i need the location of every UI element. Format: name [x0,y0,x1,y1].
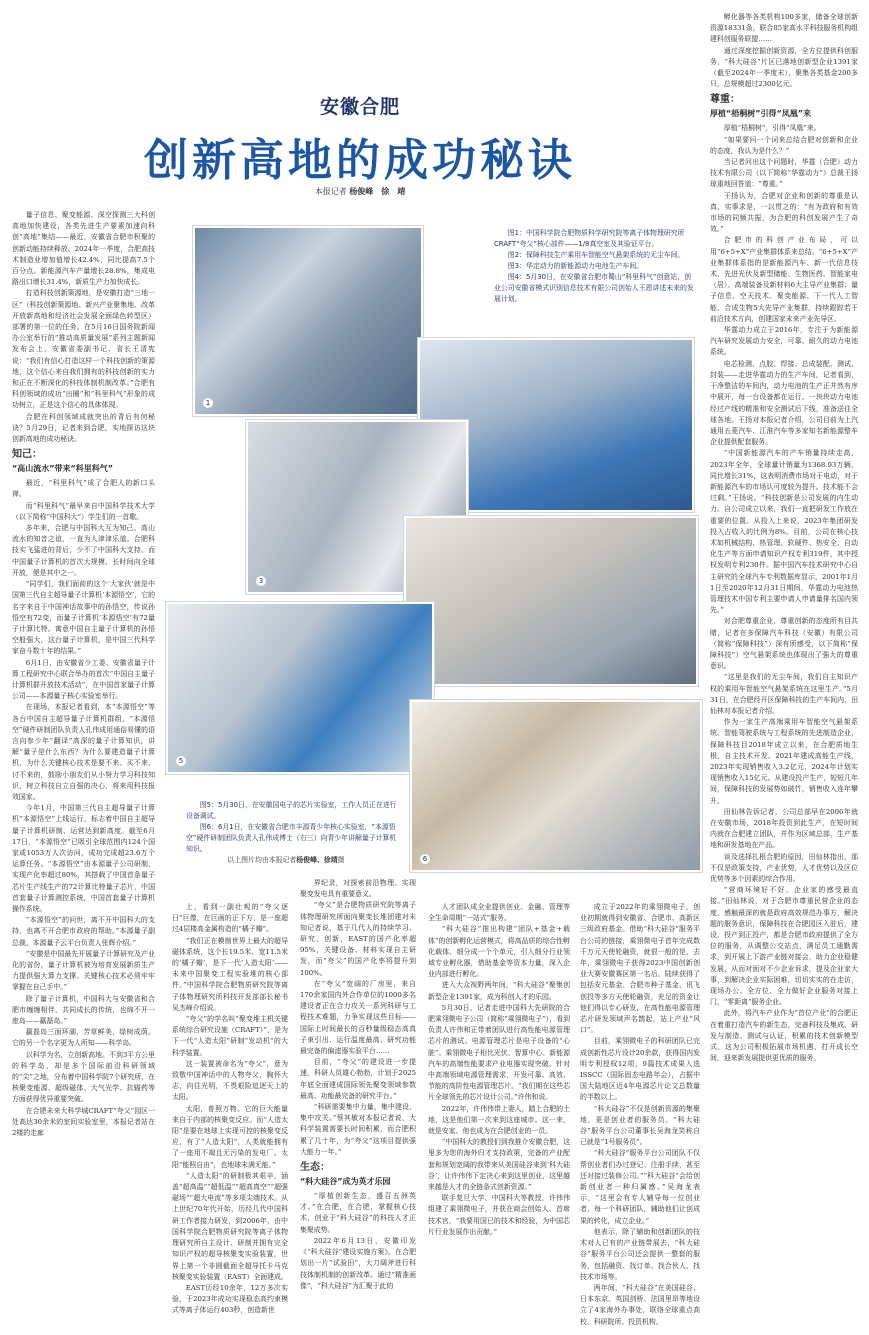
body-paragraph: “这里是我们的无尘车间，我们自主知识产权的乘用车智能空气悬架系统在这里生产。”5月31日，在合肥经开区保障科技的生产车间内，田仙林对本报记者介绍。 [710,673,858,715]
body-paragraph: 目前，乘翎微电子的科研团队已完成创新性芯片设计20余款，获得国内发明专利授权12项，9篇技术成果入选ISSCC（国际固态电路年会），占据中国大陆地区近4年电源芯片论文总数量的半数以上。 [580,1037,700,1102]
body-paragraph: 通过深度挖掘创新资源，全方位提供科创服务，“科大硅谷”片区已落地创新型企业1391家（截至2024年一季度末），聚集各类基金200多只，总规模超过2300亿元。 [710,46,858,89]
body-paragraph: 两年间，“科大硅谷”在美国硅谷、日本东京、英国剑桥、法国里昂等地设立了4家海外办事处，联络全球重点高校、科研院所、投资机构、 [580,1283,700,1326]
body-paragraph: 当记者问出这个问题时，华霆（合肥）动力技术有限公司（以下简称“华霆动力”）总裁王扬琼重地回答道：“尊重。” [710,158,858,189]
byline-prefix: 本报记者 [314,187,347,196]
credit-suffix: 摄 [337,856,345,864]
body-paragraph: 除了量子计算机，中国科大与安徽省和合肥市缠缠相伴，共同成长的传统，也绵不开一座岛——赢磊岛。” [12,994,155,1026]
credit-names: 杨俊峰、徐靖 [296,856,338,864]
photo-number-marker: 1 [203,398,213,408]
body-column-3 [300,878,416,1328]
body-paragraph: “厚植创新生态，盛召五洲英才。”在合肥，在合肥，掌握核心技术，创业于“科大硅谷”的科技人才正集聚成势。 [300,1192,416,1234]
body-paragraph: “我们正在模制世界上最大的超导磁体系统，这个长19.5米、宽11.5米的‘橘子瓣’，是下一代‘人造太阳’——未来中国聚变工程实验堆的核心部件。”中国科学院合肥物质研究院等离子体物理研究所科技开发部部长秘书吴杰峰介绍说。 [172,936,288,1012]
body-paragraph: 此外，将汽车产业作为“首位产业”的合肥正在着重打造汽车的新生态，完善科技及集成、研发与制造、测试与认证，积累的技术创新模型式、这为公司积极拓展市场机遇、打开成长空间，迎来新发展提供更优质的服务。 [710,1009,858,1063]
body-paragraph: 谈及选择扎根合肥的原因，田仙林指出，那不仅是政策支持，产业优势，人才优势以及区位优势等多个因素的综合作用。 [710,852,858,884]
byline-names: 杨俊峰 徐 靖 [349,187,406,196]
photo-caption-lower [186,800,398,866]
body-paragraph: 5月30日，记者走进中国科大先研院的合肥乘翎微电子公司（简称“乘翎微电子”），看到负责人许伟和正带着团队进行高性能电源管理芯片的测试。电源管理芯片是电子设备的“心脏”。乘翎微电子相比光伏、智算中心、新能源汽车的高端性能要求产业电器实现突破。针对中高端领域电源管理需求，开发可靠、高效、节能的高阶性电源管理芯片。“我们期在这些芯片全球领先的芯片设计公司。”许伟和说。 [428,1003,570,1102]
body-paragraph: 太阳，普照万物。它的巨大能量来自于内部的核聚变反应。而“人造太阳”是要在地球上实现可控的核聚变反应，有了“人造太阳”，人类就能拥有了一座用不竭且无污染的发电厂。太阳“能照自由”，也地球未满无能。” [172,1104,288,1169]
body-paragraph: 在现场，本报记者看到，本“本源悟空”等各台中国自主超导量子计算机群组，“本源悟空”硬件研制团队负责人孔伟成用通俗易懂的语言向参少年“翻译”高深的量子计算知识，讲解“量子是什么东西？为什么要建造量子计算机，为什么关键核心技术是要不来、买不来、讨不来的，鼓励小朋友们从小努力学习科技知识，树立科技自立自强的决心，将来用科技报效国家。 [12,703,155,801]
body-paragraph: 赢磊岛三面环湖，芳草鲜美，绿树成荫。它的另一个名字更为人所知——科学岛。 [12,1028,155,1048]
body-paragraph: “中国新能源汽车的产车销量持续走高，2023年全年，全球量计销量为1368.93万辆，同比增长31%，这表明消费市场对于电动，对于新能源汽车的市场认可度较为提升。技术能不会过剩。”王扬说。“科技创新是公司发展的内生动力。自公司成立以来，我们一直把研发工作放在重要的位置。从投入上来说，2023年集团研发投入占收入的比例为8%。目前，公司在核心技术如机械结构、热管理、软硬件、热安全、自动化生产等方面申请知识产权专利319件，其中授权发明专利230件。据中国汽车技术研究中心自主研究的全球汽车专利数据库显示，2001年1月1日至2020年12月31日期间，华霆动力电池热管理技术中国专利主要申请人申请量排名国内领先。” [710,449,858,615]
photo-6-quantum-students [410,700,702,872]
body-paragraph: 他表示，除了辅助和创新团队的技术对人已有的产业链带展去，“科大硅谷”服务平台公司还会提供一整套的服务，包括融资、找订单、找合伙人、找技术市场等。 [580,1227,700,1281]
body-paragraph: 联手复旦大学、中国科大等教授，许伟伟组建了乘翎微电子，并获在商会创始人、首席技术官，“我要用国已的技术和经验，为中国芯片行业发展作出贡献。” [428,1194,570,1236]
body-paragraph: 界纪录，对探索前沿物理、实现聚变发电具有重要意义。 [300,879,416,899]
caption-line: 图2：保障科技生产乘用车智能空气悬架系统的无尘车间。 [507,251,685,259]
body-paragraph: 今年1月，中国第三代自主超导量子计算机“本源悟空”上线运行，标志着中国自主超导量子计算机研制、运营达到新高度。截至6月17日，“本源悟空”已吸引全球范围内124个国家或1053万人次访问，成功完成超23.6万个运算任务。“本源悟空”由本源量子公司研制，实现产化率超过80%，其搭载了中国首条量子芯片生产线生产的72计算比特量子芯片，中国首套量子计算测控系统，中国首套量子计算机操作系统。 [12,804,155,913]
body-paragraph: “科大硅谷”不仅是创新资源的集聚地，更是创业者的服务员。“科大硅谷”服务平台公司董事长吴海龙笑称自己就是“1号服务员”。 [580,1104,700,1147]
caption-line: 图4：5月30日，在安徽省合肥市蜀山“科里科气”创意站，创业公司安徽省模式识别信息技术有限公司创始人王恩讲述未来的发展计划。 [494,273,694,303]
body-paragraph: 田仙林告诉记者，公司总部早在2006年就在安徽市场，2018年投资到此生产，在短时间内就在合肥建立团队，并作为区域总部，生产基地和研发基地在产品。 [710,807,858,850]
body-paragraph: “安徽是中国最先开展量子计算研究及产业化的省份，量子计算机被为培育发展新质生产力提供强大算力支撑。关键核心技术必须牢牢掌握在自己手中。” [12,949,155,992]
body-paragraph: “如果要问一个词来总结合肥对创新和企业的态度，我认为是什么？” [710,135,858,155]
body-paragraph: 打造科技创新策源地，是安徽打造“三地一区”（科技创新策源地、新兴产业聚集地、改革开放新高地和经济社会发展全面绿色转型区）部署的第一位的任务。在5月16日国务院新闻办公室举行的“推动高质量发展”系列主题新闻发布会上，安徽省委副书记、省长王清宪说：“我们有信心打造这样一个科技创新的策源地，这个信心来自我们拥有的科技创新的实力和正在不断深化的科技体制机制改革。”合肥有科创领域的成功“出圈”和“科里科气”形象的成功树立，正是这个信心的具体体现。 [12,289,155,410]
photo-1-fusion-component [193,226,423,416]
body-paragraph: “科大硅谷”推出构建“团队+基金+载体”的创新孵化运营模式，将高品质的综合性孵化载体、细分成一个个单元，引入细分行业领域专业孵化器，借助基金等资本力量，深入企业内部进行孵化。 [428,925,570,979]
section-heading: 生态： [300,1162,330,1174]
body-paragraph: “夸父”的学名叫“聚变堆主机关键系统综合研究设施（CRAFT）”，是为下一代“人造太阳”研制“发动机”的大科学装置。 [172,1015,288,1057]
body-paragraph: 多年来，合肥与中国科大互为知己、高山流水的知音之谊，一直为人津津乐道。合肥科技实飞猛进的背后，少不了中国科大支持。而中国量子计算机的首次大规模、长时间向全球开放，便是其中之一。 [12,524,155,577]
caption-line: 图3：华定动力的新能源动力电池生产车间。 [507,262,644,270]
body-paragraph: 量子信息、聚变能源、深空探测三大科创高地加快建设，各类先进生产要素加速向科创“高地”集结——最近，安徽省合肥市积聚的创新动能持续释放。2024年一季度，合肥高技术制造业增加值增长42.4%，同比提高7.5个百分点。新能源汽车产量增长28.8%，集成电路出口增长31.4%，新质生产力加快成长。 [12,211,155,287]
body-paragraph: 目前，“夸父”的建设进一步提速，科研人员雄心勃勃，计划于2025年底全面建成国际领先聚变领域参数最高、功能最完备的研究平台。” [300,1058,416,1100]
photo-caption-upper [494,228,694,305]
body-column-1 [12,210,155,1328]
photo-number-marker: 5 [176,756,186,766]
body-column-2 [172,902,288,1328]
body-paragraph: “人造太阳”的研制极其艰辛，涵盖“超高温”“超低温”“超高真空”“超强磁场”“超大电流”等多项尖端技术。从上世纪70年代开始，历经几代中国科研工作者接力研发，到2006年，由中国科学院合肥物质研究院等离子体物理研究所自主设计、研制并拥有完全知识产权的超导核聚变实验装置，世界上第一个非圆截面全超导托卡马克核聚变实验装置（EAST）全面建成。 [172,1171,288,1281]
caption-line: 图1：中国科学院合肥物质科学研究院等离子体物理研究所CRAFT“夸父”核心部件——1/8真空室及其验证平台。 [494,229,685,248]
body-column-5 [580,902,700,1328]
body-paragraph: 厚植“梧桐树”，引得“凤凰”来。 [723,124,821,133]
body-paragraph: “同学们，我们面前的这个‘大家伙’就是中国第三代自主超导量子计算机‘本源悟空’，它的名字来自于中国神话故事中的孙悟空，传说孙悟空有72变，而量子计算机‘本源悟空’有72量子计算比特。寓意中国自主量子计算机的孙悟空般强大，这台量子计算机，是中国三代科学家奋斗数十年的结果。” [12,580,155,656]
section-heading: 知己： [12,449,42,461]
body-paragraph: “营商环境好不好，企业家的感受最直接。”田仙林说，对于合肥市尊重民营企业的态度，感触最深的就是政府高效规范办事方，解决题的服务意识，保障科技在合肥园区入驻后，建设、投产到正投产，都是合肥市政府提供了全方位的服务，从调整公交站点，满足员工通勤需求，到开展上下游产业链对接会，助力企业稳健发展，从而对面对不少企业诉求，提及企业家大事，到解决企业实际困难，切切实实的在走访，现场办公、全方位、全力做好企业服务对接上门，“零距离”服务企业。 [710,886,858,1007]
section-subheading: “科大硅谷”成为英才乐园 [300,1177,391,1187]
section-subheading: 厚植“梧桐树”引得“凤凰”来 [710,109,812,119]
body-paragraph: 王扬认为，合肥对企业和创新的尊重是认真，实事求是，一以贯之的：“有为政府和有效市场的同频共振，为合肥的科创发展产生了奇效。” [710,191,858,234]
body-paragraph: 上，看到一副壮观的“夸父逐日”巨像，在巨画的正下方，是一座超过4层楼高金属构造的“橘子瓣”。 [172,903,288,934]
body-paragraph: “中国科大的教授们到我推介安徽合肥，这里多为您的海外归才支持政策，完备的产业配套和规划宽阔的我带来从美国硅谷来到‘科大硅谷’，让许伟伟下定决心来到这里创业，这里越来越是人才的全链条式创新资源。” [428,1138,570,1192]
body-paragraph: 而“科里科气”最早来自中国科学技术大学（以下简称“中国科大”）学生们的一首歌。 [12,501,155,521]
body-column-4 [428,902,570,1328]
credit-prefix: 以上图片均由本报记者 [227,856,297,864]
body-paragraph: 在合肥未来大科学城CRAFT“夸父”园区一处高达30余米的室间实验室里，本报记者站在2楼的走廊 [12,1106,155,1138]
body-paragraph: “夸父”是合肥物质研究院等离子体物理研究所面向聚变长堆团建对未知记者说，基于几代人的持续学习、研究、创新，EAST的国产化率超95%，关键设备、材料实现自主研发，而“夸父”的国产化率将提升到100%。 [300,901,416,977]
body-paragraph: 作为一家生产高端乘用车智能空气悬架系统、智能驾驶系统与工程系统的先进制造企业，保障科技目2018年成立以来，在合肥质地生根，自主技术开发。2021年建成高能生产线，2023年实现销售收入3.2亿元，2024年计划实现销售收入15亿元。从建设投产生产，短短几年间，保障科技的发展势如破竹，销售收入连年攀升。 [710,718,858,805]
body-paragraph: 合肥在科创领域成就突出的背后有何秘诀？5月29日，记者来到合肥，实地探访这块创新高地的成功秘诀。 [12,412,155,444]
body-paragraph: 在“夸父”宽阔的厂房里，来自170余家国内外合作单位的1000多名建设者正在合力攻关一系列科研与工程技术难题，力争实现这些目标——国际上时间最长的百秒量级稳态高真子束引出、运行温度最高、研究功能最完备的偏滤器实验平台…… [300,979,416,1056]
body-paragraph: 以科学为名，立创新高地。不到3平方公里的科学岛，却是多个国际前沿科研领域的“尖”之地，分布着中国科学院7个研究所，在核聚变能源、超级磁体、大气光学、抗辐药等方面获得优异重要突破。 [12,1050,155,1104]
body-column-6 [710,12,858,1328]
photo-5-chip-lab [166,602,434,774]
body-paragraph: “科大硅谷”服务平台公司团队不仅帮创业者们办过登记、注册手续，甚至还对接过装修公司。”“科大硅谷”会给创新创业者一种归属感。”吴海龙表示，“这里会有专人辅导每一位创业者，每一个科研团队，辅助他们让创成果的转化，成立企业。” [580,1149,700,1225]
body-paragraph: 2022年6月13日，安徽印发《“科大硅谷”建设实施方案》。在合肥划出一片“试验田”，大刀阔斧进行科技体制机制的创新改革。通过“精准画像”，“科大硅谷”为汇聚于此的 [300,1236,416,1290]
body-paragraph: 电芯检测、点胶、焊接、总成装配、测试、封装——走进华霆动力的生产车间，记者看到，干净整洁的车间内，动力电池的生产正井然有序中展开，每一台设备都在运行。一块块动力电池经过产线的精准和安全测试后下线，准备送往全球各地。王扬对本报记者介绍，公司目前为上汽通用五菱汽车、江淮汽车等多家知名新能源整车企业提供配套服务。 [710,359,858,447]
section-heading: 尊重： [710,94,740,106]
page-kicker: 安徽合肥 [319,96,400,118]
body-paragraph: 进入大众视野两年间，“科大硅谷”聚集创新型企业1391家，成为科创人才的乐园。 [428,981,570,1001]
body-paragraph: 华霆动力成立于2016年，专注于为新能源汽车研究发展动力安全，可靠、耐久的动力电池系统。 [710,326,858,357]
body-paragraph: 这一装置被命名为“夸父”，意为致敬中国神话中的人物夸父，胸怀大志，向往光明，不畏艰险追逐天上的太阳。 [172,1059,288,1102]
body-paragraph: EAST历经10余年，12万多次实验，于2023年成功实现稳态高约束模式等离子体运行403秒，创造新世 [172,1283,288,1315]
body-paragraph: 对合肥尊重企业、尊重创新的态度所有目共睹，记者在多保障汽车科技（安徽）有限公司（简称“保障科技”）深有所感受，以下简称“保障科技”）空气悬架系统也体现出了强大的尊重意识。 [710,617,858,671]
body-paragraph: 成立于2022年的乘翎微电子，创业初期就得到安徽省、合肥市、高新区三级政府基金。借助“科大硅谷”服务平台公司的链接，乘翎微电子首年完成数千万元天使轮融资，就很一般的是，去年，乘翎微电子获得2023中国创新创业大赛安徽赛区第一名后，陆续获得了包括安元基金、合肥市种子基金、讯飞创投等多方天使轮融资，充足的资金让他们得以专心研发，在高性能电源管理芯片研发领域声名鹊起，站上产业“风口”。 [580,903,700,1035]
body-paragraph: 6月1日，由安徽省少工委、安徽省量子计算工程研究中心联合举办的首次“中国自主量子计算机群开放技术活动”，在中国首家量子计算公司——本源量子核心实验室举行。 [12,658,155,701]
body-paragraph: 2022年，许伟伟带上妻人，踏上合肥的土地，这是他们第一次来到这座城市。这一来，就是安家。他也成为在合肥创业的一员。 [428,1104,570,1136]
page-headline: 创新高地的成功秘诀 [144,135,576,186]
caption-line: 图6：6月1日，在安徽省合肥市丰源青少年核心实验室，“本源悟空”硬件研制团队负责人孔伟成博士（右三）向青少年讲解量子计算机知识。 [186,823,397,853]
body-paragraph: “本源悟空”的问世，离不开中国科大的支持，也离不开合肥市政府的帮助。”本源量子副总裁、本源量子云平台负责人张辉介绍。” [12,916,155,947]
caption-line: 图5：5月30日，在安徽国电子的芯片实验室，工作人员正在进行设备调试。 [186,801,397,820]
body-paragraph: “科研需要集中力量，集中建设、集中攻关。”蔡其敏对本报记者说，大科学装置需要长时间积累，而合肥积累了几十年，为“夸父”这项目提供强大能力一年。” [300,1103,416,1156]
body-paragraph: 孵化器等各类机构100多家，储备全球创新资源18331条，联合85家高水平科技服务机构组建科创服务联盟…… [710,13,858,44]
body-paragraph: 合肥市的科创产业布局，可以用“6+5+X”产业集群体系来总结。“6+5+X”产业集群体系指的是新能源汽车、新一代信息技术、先进光伏及新型储能、生物医药、智能家电（居）、高端装备及新材料6大主导产业集群；量子信息、空天技术、聚变能源、下一代人工智能、合成生物5大先导产业集群，持续跟踪若干前沿技术方向，创建国家未来产业先导区。 [710,236,858,323]
photo-4-startup-founder [404,516,698,686]
body-paragraph: 人才团队成全业提供创业、金融、管理等全生命周期“一站式”服务。 [428,903,570,923]
section-subheading: “高山流水”带来“科里科气” [12,464,114,474]
body-paragraph: 最近，“科里科气”成了合肥人的新口头禅。 [12,479,155,499]
byline [120,186,600,197]
photo-number-marker: 3 [256,576,266,586]
photo-number-marker: 6 [420,854,430,864]
photo-credit [186,855,398,866]
